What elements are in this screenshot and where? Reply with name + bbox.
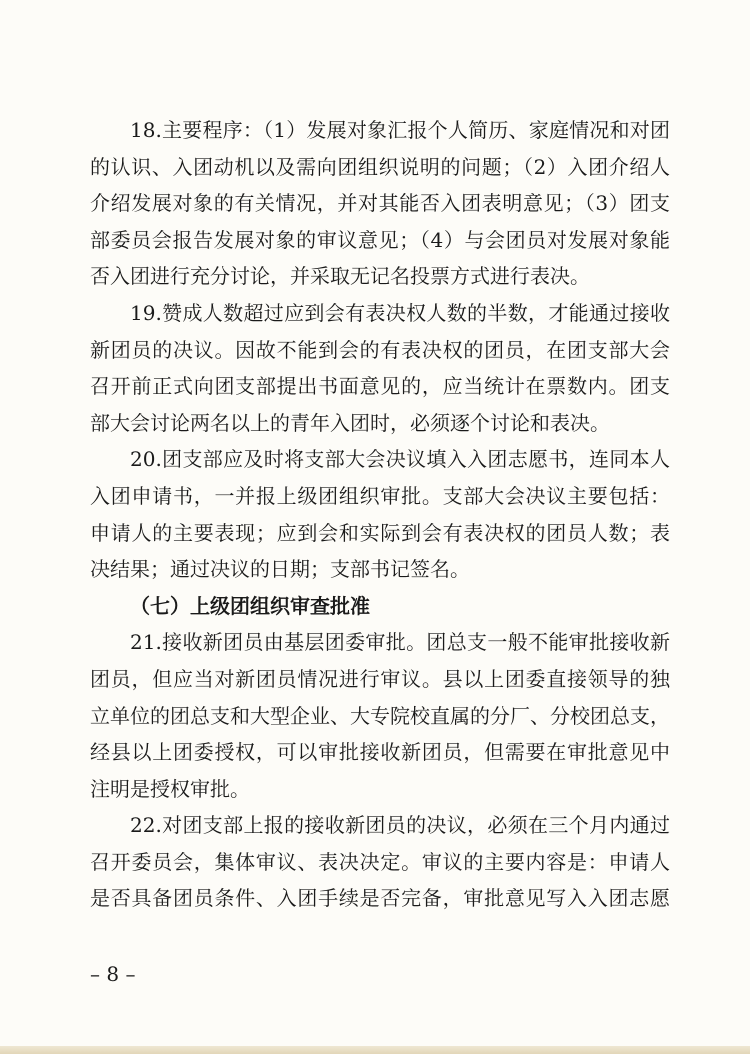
text-line: 20.团支部应及时将支部大会决议填入入团志愿书，连同本人 xyxy=(130,447,670,472)
text-line: 部大会讨论两名以上的青年入团时，必须逐个讨论和表决。 xyxy=(90,410,610,435)
text-line: 注明是授权审批。 xyxy=(90,776,250,801)
text-line: 21.接收新团员由基层团委审批。团总支一般不能审批接收新 xyxy=(130,630,670,655)
text-line: 是否具备团员条件、入团手续是否完备，审批意见写入入团志愿 xyxy=(90,886,670,911)
text-line: 经县以上团委授权，可以审批接收新团员，但需要在审批意见中 xyxy=(90,740,670,765)
page-bottom-edge xyxy=(0,1046,750,1054)
text-line: 的认识、入团动机以及需向团组织说明的问题；（2）入团介绍人 xyxy=(90,154,670,179)
text-line: 决结果；通过决议的日期；支部书记签名。 xyxy=(90,557,470,582)
text-line: 入团申请书，一并报上级团组织审批。支部大会决议主要包括： xyxy=(90,483,670,508)
section-heading: （七）上级团组织审查批准 xyxy=(130,593,370,618)
text-line: 部委员会报告发展对象的审议意见；（4）与会团员对发展对象能 xyxy=(90,227,670,252)
body-text xyxy=(90,112,670,917)
text-line: 申请人的主要表现；应到会和实际到会有表决权的团员人数；表 xyxy=(90,520,670,545)
text-line: 团员，但应当对新团员情况进行审议。县以上团委直接领导的独 xyxy=(90,666,670,691)
text-line: 立单位的团总支和大型企业、大专院校直属的分厂、分校团总支， xyxy=(90,703,670,728)
text-line: 召开委员会，集体审议、表决决定。审议的主要内容是：申请人 xyxy=(90,849,670,874)
text-line: 否入团进行充分讨论，并采取无记名投票方式进行表决。 xyxy=(90,264,590,289)
page-number: – 8 – xyxy=(90,962,136,986)
text-line: 召开前正式向团支部提出书面意见的，应当统计在票数内。团支 xyxy=(90,374,670,399)
text-line: 新团员的决议。因故不能到会的有表决权的团员，在团支部大会 xyxy=(90,337,670,362)
text-line: 介绍发展对象的有关情况，并对其能否入团表明意见；（3）团支 xyxy=(90,191,670,216)
text-line: 18.主要程序：（1）发展对象汇报个人简历、家庭情况和对团 xyxy=(130,118,670,142)
text-line: 22.对团支部上报的接收新团员的决议，必须在三个月内通过 xyxy=(130,813,670,838)
text-line: 19.赞成人数超过应到会有表决权人数的半数，才能通过接收 xyxy=(130,300,670,325)
